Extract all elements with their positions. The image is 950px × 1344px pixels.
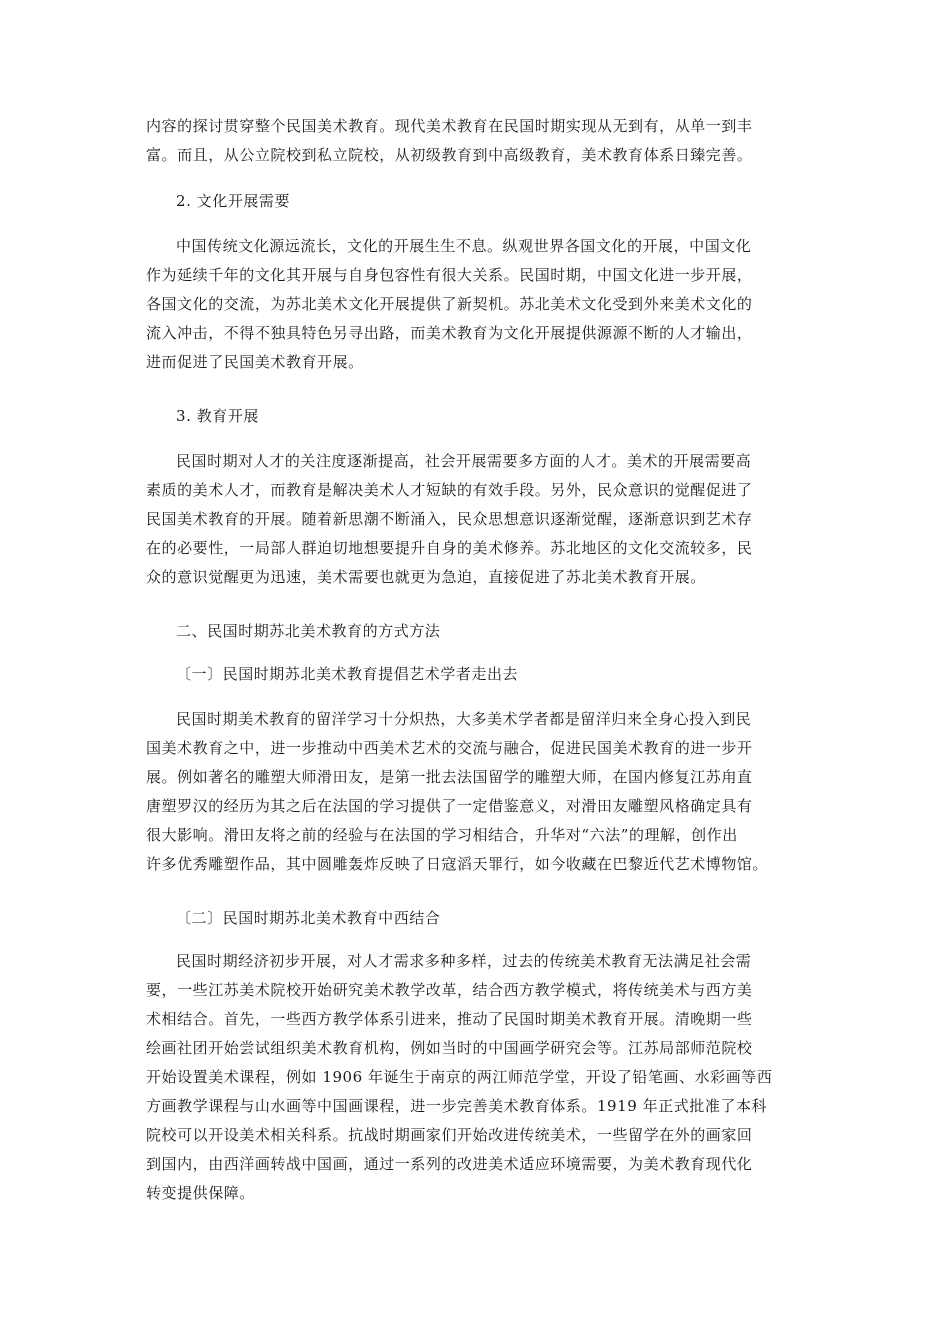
paragraph-line: 许多优秀雕塑作品，其中圆雕轰炸反映了日寇滔天罪行，如今收藏在巴黎近代艺术博物馆。 <box>146 855 769 873</box>
heading-culture: 2. 文化开展需要 <box>176 192 291 210</box>
paragraph-line: 民国美术教育的开展。随着新思潮不断涌入，民众思想意识逐渐觉醒，逐渐意识到艺术存 <box>146 510 753 528</box>
paragraph-line: 绘画社团开始尝试组织美术教育机构，例如当时的中国画学研究会等。江苏局部师范院校 <box>146 1039 753 1057</box>
paragraph-line: 民国时期经济初步开展，对人才需求多种多样，过去的传统美术教育无法满足社会需 <box>176 952 752 970</box>
paragraph-line: 素质的美术人才，而教育是解决美术人才短缺的有效手段。另外，民众意识的觉醒促进了 <box>146 481 753 499</box>
paragraph-line: 众的意识觉醒更为迅速，美术需要也就更为急迫，直接促进了苏北美术教育开展。 <box>146 568 706 586</box>
paragraph-line: 很大影响。滑田友将之前的经验与在法国的学习相结合，升华对“六法”的理解，创作出 <box>146 826 738 844</box>
paragraph-line: 民国时期对人才的关注度逐渐提高，社会开展需要多方面的人才。美术的开展需要高 <box>176 452 752 470</box>
paragraph-line: 内容的探讨贯穿整个民国美术教育。现代美术教育在民国时期实现从无到有，从单一到丰 <box>146 117 753 135</box>
paragraph-line: 流入冲击，不得不独具特色另寻出路，而美术教育为文化开展提供源源不断的人才输出， <box>146 324 753 342</box>
paragraph-line: 术相结合。首先，一些西方教学体系引进来，推动了民国时期美术教育开展。清晚期一些 <box>146 1010 753 1028</box>
paragraph-line: 到国内，由西洋画转战中国画，通过一系列的改进美术适应环境需要，为美术教育现代化 <box>146 1155 753 1173</box>
paragraph-line: 院校可以开设美术相关科系。抗战时期画家们开始改进传统美术，一些留学在外的画家回 <box>146 1126 753 1144</box>
culture-paragraph <box>146 232 808 377</box>
heading-subsection-one: 〔一〕民国时期苏北美术教育提倡艺术学者走出去 <box>176 665 519 683</box>
heading-section-two: 二、民国时期苏北美术教育的方式方法 <box>176 622 441 640</box>
paragraph-line: 展。例如著名的雕塑大师滑田友，是第一批去法国留学的雕塑大师，在国内修复江苏甪直 <box>146 768 753 786</box>
paragraph-line: 中国传统文化源远流长，文化的开展生生不息。纵观世界各国文化的开展，中国文化 <box>176 237 752 255</box>
subsection-two-paragraph <box>146 947 808 1208</box>
subsection-one-paragraph <box>146 705 808 879</box>
paragraph-line: 在的必要性，一局部人群迫切地想要提升自身的美术修养。苏北地区的文化交流较多，民 <box>146 539 753 557</box>
paragraph-line: 作为延续千年的文化其开展与自身包容性有很大关系。民国时期，中国文化进一步开展， <box>146 266 753 284</box>
education-paragraph <box>146 447 808 592</box>
heading-subsection-two: 〔二〕民国时期苏北美术教育中西结合 <box>176 909 441 927</box>
paragraph-line: 方画教学课程与山水画等中国画课程，进一步完善美术教育体系。1919 年正式批准了本科 <box>146 1097 768 1115</box>
paragraph-line: 进而促进了民国美术教育开展。 <box>146 353 364 371</box>
paragraph-line: 转变提供保障。 <box>146 1184 255 1202</box>
heading-education: 3. 教育开展 <box>176 407 259 425</box>
paragraph-line: 唐塑罗汉的经历为其之后在法国的学习提供了一定借鉴意义，对滑田友雕塑风格确定具有 <box>146 797 753 815</box>
paragraph-line: 要，一些江苏美术院校开始研究美术教学改革，结合西方教学模式，将传统美术与西方美 <box>146 981 753 999</box>
paragraph-line: 国美术教育之中，进一步推动中西美术艺术的交流与融合，促进民国美术教育的进一步开 <box>146 739 753 757</box>
paragraph-line: 各国文化的交流，为苏北美术文化开展提供了新契机。苏北美术文化受到外来美术文化的 <box>146 295 753 313</box>
paragraph-line: 富。而且，从公立院校到私立院校，从初级教育到中高级教育，美术教育体系日臻完善。 <box>146 146 753 164</box>
paragraph-line: 开始设置美术课程，例如 1906 年诞生于南京的两江师范学堂，开设了铅笔画、水彩画等西 <box>146 1068 773 1086</box>
intro-paragraph <box>146 112 808 170</box>
paragraph-line: 民国时期美术教育的留洋学习十分炽热，大多美术学者都是留洋归来全身心投入到民 <box>176 710 752 728</box>
